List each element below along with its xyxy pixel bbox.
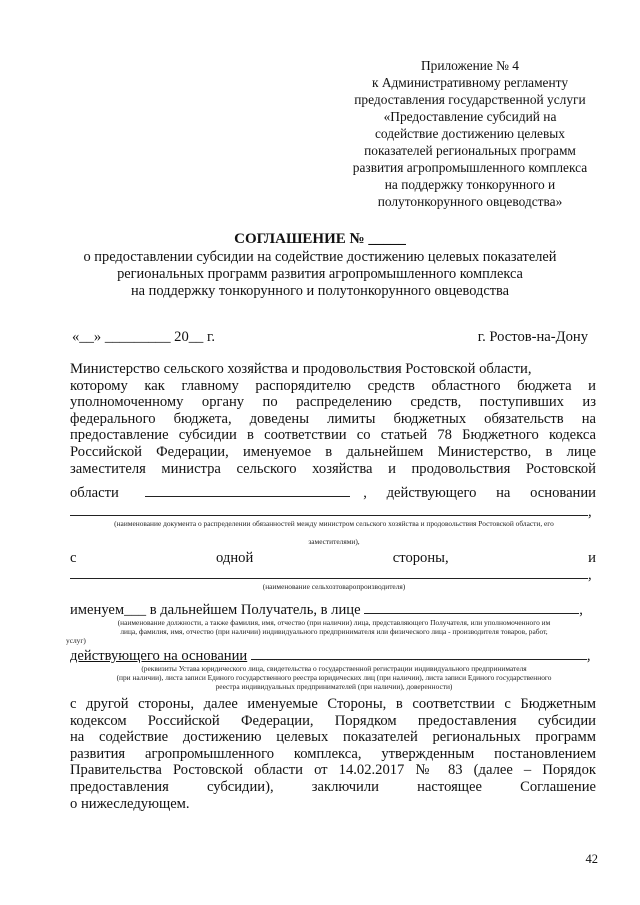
appendix-line: показателей региональных программ [364,143,576,158]
page-number: 42 [585,852,598,866]
recipient-person-blank [364,601,579,614]
para-line: заместителя министра сельского хозяйства и продовольствия Ростовской [70,460,596,477]
para-line: кодексом Российской Федерации, Порядком предоставления субсидии [70,712,596,729]
basis-word: основании [530,485,596,501]
appendix-line: «Предоставление субсидий на [383,109,557,124]
official-name-blank [145,485,350,497]
acting-basis-blank [251,647,587,660]
producer-blank-row: , [70,566,596,584]
para-line: которому как главному распорядителю средств областного бюджета и [70,377,596,394]
appendix-line: Приложение № 4 [420,58,520,73]
appendix-line: полутонкорунного овцеводства» [377,194,563,209]
para-line: предоставления субсидии), заключили настоящее Соглашение [70,778,596,795]
para-line: Министерство сельского хозяйства и продовольствия Ростовской области, [70,361,532,377]
note-requisites: (реквизиты Устава юридического лица, свидетельства о государственной регистрации индивидуального предпринимателя (при наличии), листа записи Единого государственного реестра юридических лиц (при наличии), листа записи Единого государственного реестра индивидуальных предпринимателей (при наличии), доверенности) [116,664,552,691]
on-word: на [496,485,511,501]
oblast-word: области [70,485,119,501]
producer-blank [70,566,588,579]
appendix-line: к Административному регламенту [371,75,569,90]
paragraph-parties [70,696,596,812]
one-side-row: с одной стороны, и [70,550,596,566]
para-line: развития агропромышленного комплекса, утвержденным постановлением [70,745,596,762]
acting-basis-row: действующего на основании , [70,648,591,664]
acting-word: действующего [386,485,477,501]
agreement-date: «__» _________ 20__ г. [72,329,215,345]
paragraph-ministry [70,361,596,477]
appendix-line: развития агропромышленного комплекса [352,160,588,175]
agreement-subtitle [50,249,590,300]
agreement-title: СОГЛАШЕНИЕ № _____ [234,231,406,247]
para-line: федерального бюджета, доведены лимиты бюджетных обязательств на [70,410,596,427]
appendix-line: содействие достижению целевых [374,126,565,141]
para-line: предоставление субсидии в соответствии со статьей 78 Бюджетного кодекса [70,427,596,444]
note-basis-document: (наименование документа о распределении обязанностей между министром сельского хозяйства и продовольствия Ростовской области, его [114,519,554,528]
basis-doc-blank-row: , [70,503,596,521]
para-line-last: о нижеследующем. [70,795,190,812]
note-producer: (наименование сельхозтоваропроизводителя) [262,582,406,591]
agreement-city: г. Ростов-на-Дону [477,329,588,345]
appendix-header [335,57,605,210]
note-recipient-person: (наименование должности, а также фамилия, имя, отчество (при наличии) лица, представляющего Получателя, или уполномоченного им лица, фамилия, имя, отчество (при наличии) индивидуального предпринимателя или физического лица - производителя товаров, работ, услуг) [66,618,551,645]
para-line: Российской Федерации, именуемое в дальнейшем Министерство, в лице [70,443,596,460]
oblast-row: области , действующего на основании [70,485,596,501]
para-line: Правительства Ростовской области от 14.02.2017 № 83 (далее – Порядок [70,762,596,779]
appendix-line: на поддержку тонкорунного и [384,177,556,192]
note-deputies: заместителями), [308,537,360,546]
para-line: на содействие достижению целевых показателей региональных программ [70,729,596,746]
para-line: уполномоченному органу по распределению средств, поступивших из [70,394,596,411]
recipient-row: именуем___ в дальнейшем Получатель, в лице , [70,602,583,618]
basis-doc-blank [70,503,588,516]
appendix-line: предоставления государственной услуги [354,92,586,107]
subtitle-line: региональных программ развития агропромышленного комплекса [117,266,523,282]
para-line: с другой стороны, далее именуемые Стороны, в соответствии с Бюджетным [70,696,596,712]
subtitle-line: о предоставлении субсидии на содействие достижению целевых показателей [83,249,557,265]
subtitle-line: на поддержку тонкорунного и полутонкорунного овцеводства [130,283,510,299]
